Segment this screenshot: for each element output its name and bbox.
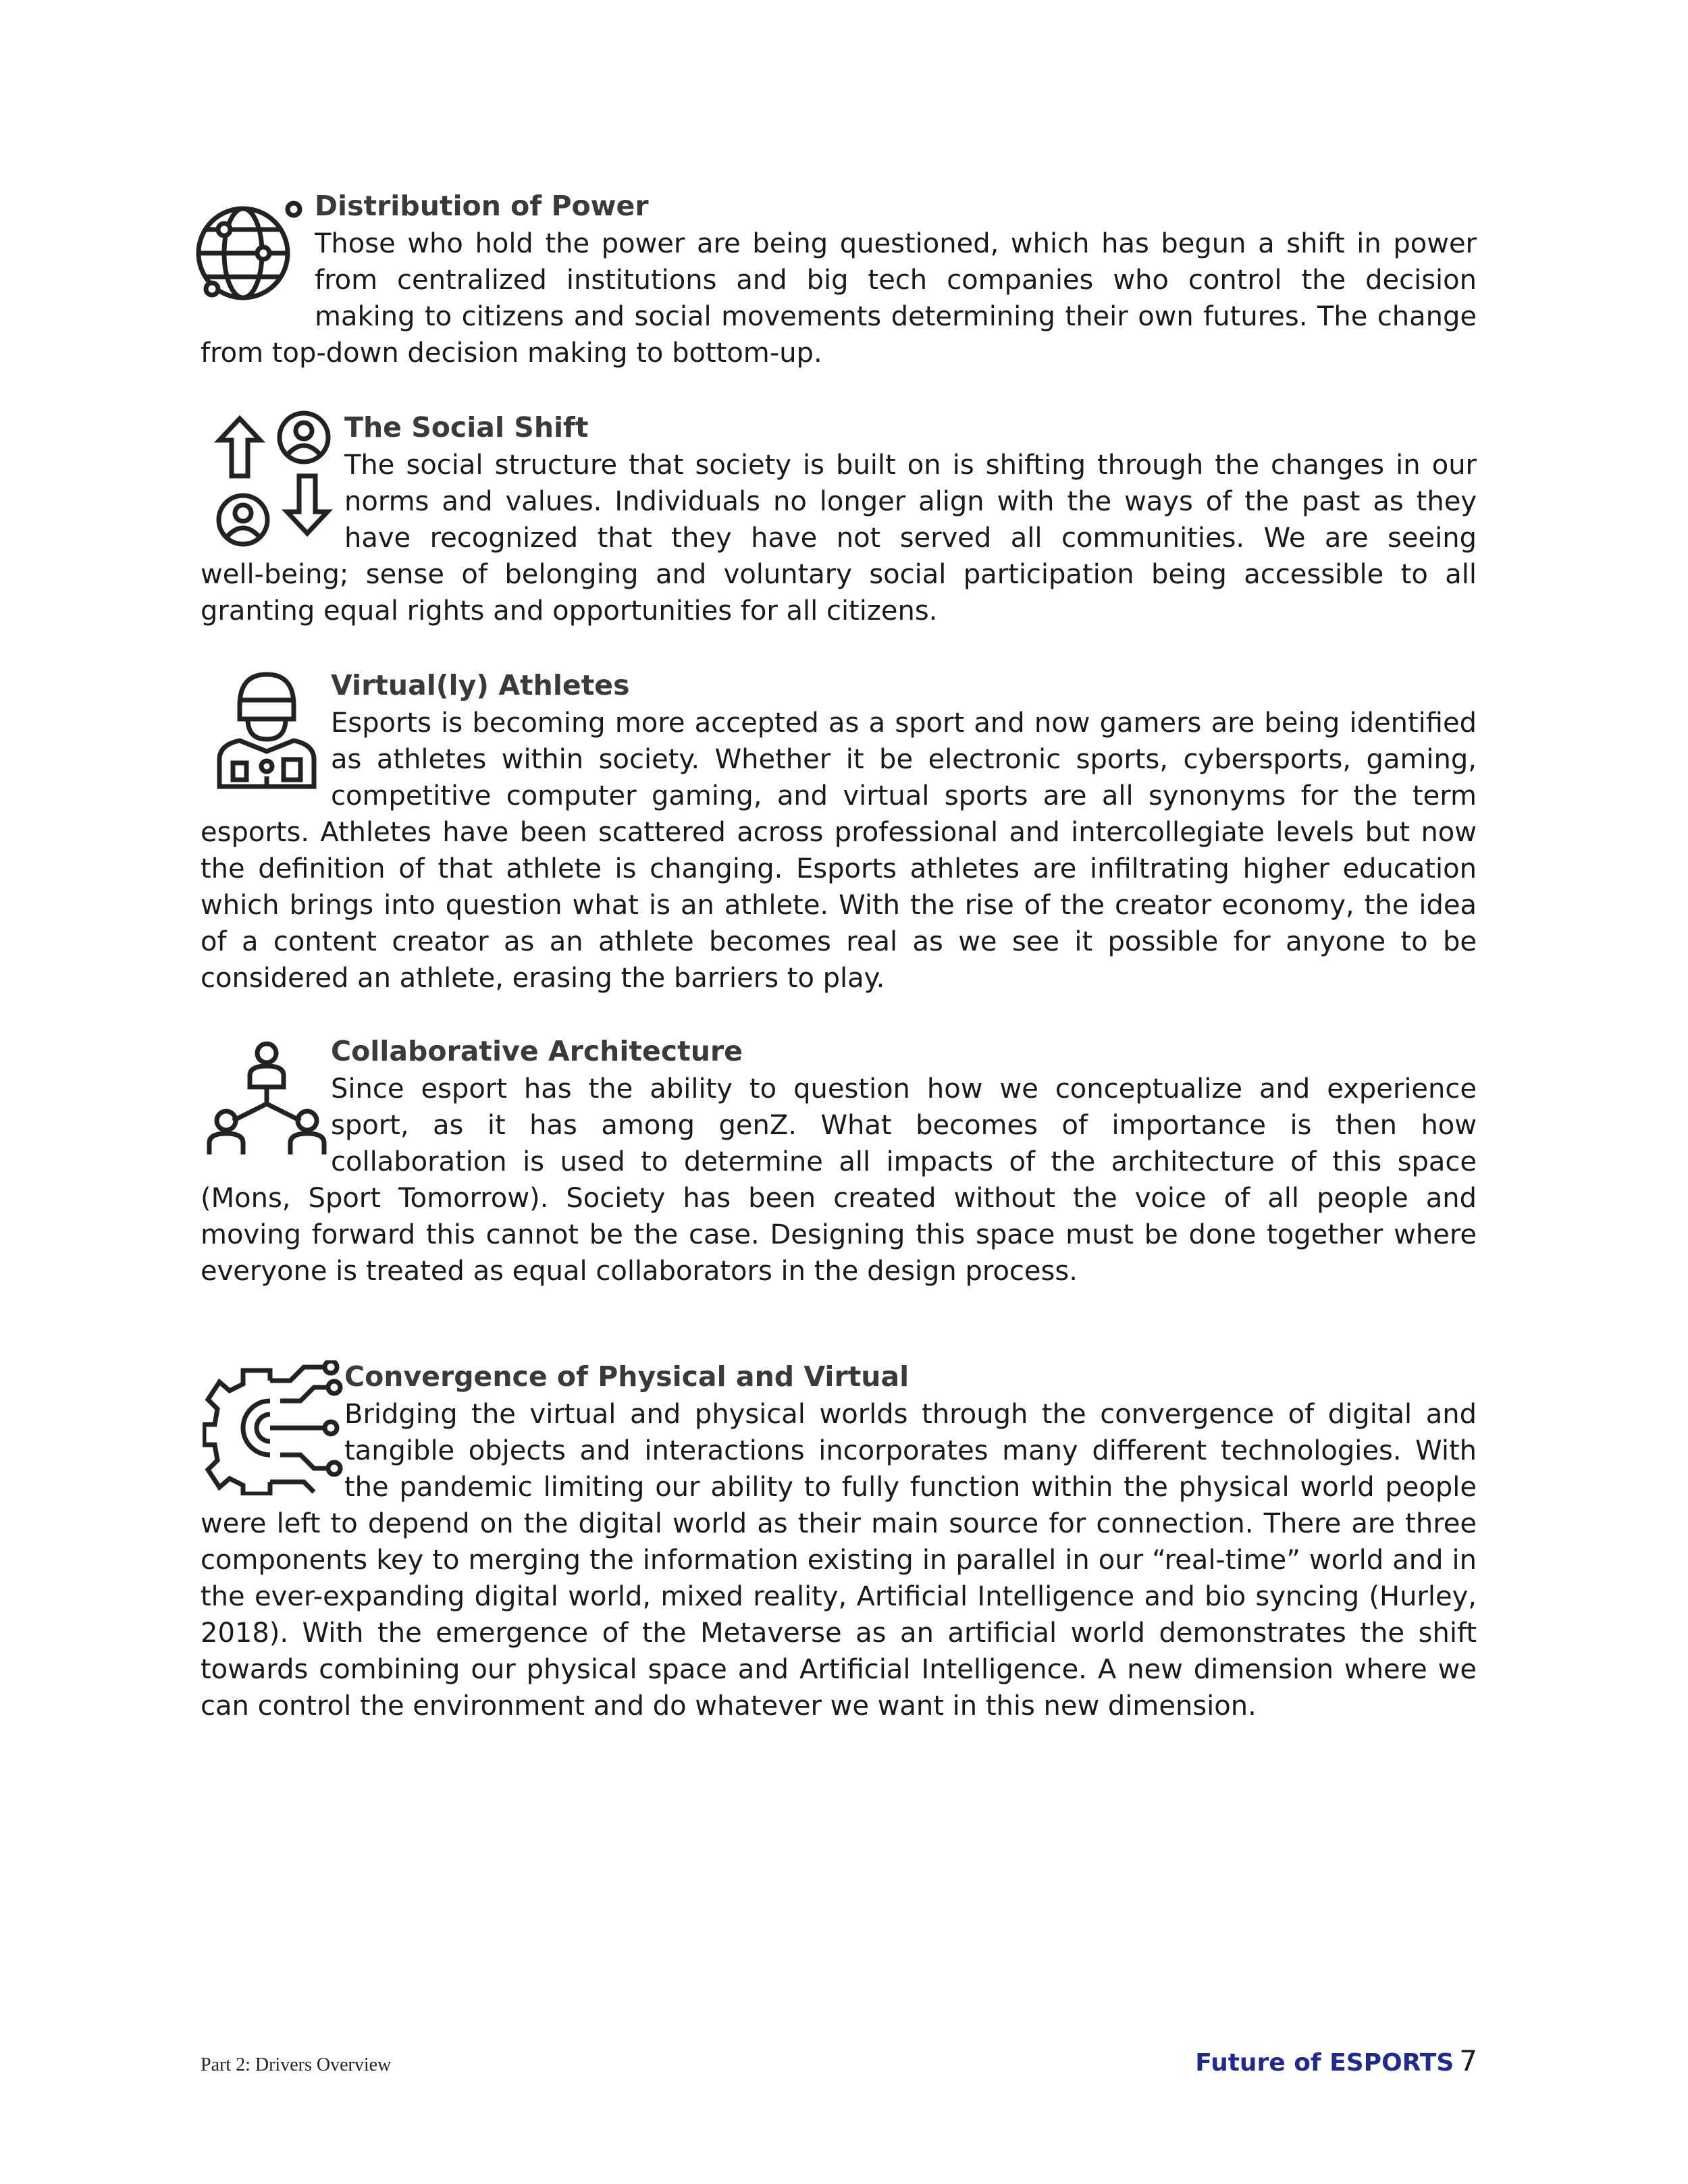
section-heading: Collaborative Architecture xyxy=(331,1035,743,1067)
body-line: sport, as it has among genZ. What becomes of importance is then how xyxy=(331,1110,1477,1141)
page-number: 7 xyxy=(1459,2044,1477,2077)
body-line: 2018). With the emergence of the Metaverse as an artificial world demonstrates the shift xyxy=(201,1618,1477,1649)
body-line: moving forward this cannot be the case. Designing this space must be done together where xyxy=(201,1219,1477,1250)
footer-title-block xyxy=(1195,2044,1477,2077)
body-line: as athletes within society. Whether it be electronic sports, cybersports, gaming, xyxy=(331,744,1477,775)
footer-title: Future of ESPORTS xyxy=(1195,2049,1454,2077)
body-line: were left to depend on the digital world as their main source for connection. There are three xyxy=(201,1508,1477,1539)
section-heading: Convergence of Physical and Virtual xyxy=(344,1360,909,1393)
body-line: esports. Athletes have been scattered across professional and intercollegiate levels but now xyxy=(201,817,1477,848)
section-heading: Distribution of Power xyxy=(315,190,649,222)
body-line: can control the environment and do whatever we want in this new dimension. xyxy=(201,1690,1257,1722)
body-line: towards combining our physical space and Artificial Intelligence. A new dimension where we xyxy=(201,1654,1477,1685)
body-line: competitive computer gaming, and virtual sports are all synonyms for the term xyxy=(331,780,1477,811)
body-line: norms and values. Individuals no longer align with the ways of the past as they xyxy=(344,486,1477,517)
globe-network-icon xyxy=(189,189,311,311)
body-line: Those who hold the power are being questioned, which has begun a shift in power xyxy=(315,228,1477,259)
body-line: Esports is becoming more accepted as a sport and now gamers are being identified xyxy=(331,708,1477,739)
body-line: tangible objects and interactions incorporates many different technologies. With xyxy=(344,1435,1477,1466)
body-line: components key to merging the information existing in parallel in our “real-time” world and in xyxy=(201,1545,1477,1576)
body-line: have recognized that they have not served all communities. We are seeing xyxy=(344,523,1477,554)
body-line: the pandemic limiting our ability to fully function within the physical world people xyxy=(344,1472,1477,1503)
footer-section-label: Part 2: Drivers Overview xyxy=(201,2054,392,2075)
body-line: the definition of that athlete is changing. Esports athletes are infiltrating higher education xyxy=(201,853,1477,884)
athlete-icon xyxy=(213,665,321,793)
body-line: Bridging the virtual and physical worlds through the convergence of digital and xyxy=(344,1399,1477,1430)
social-shift-icon xyxy=(206,405,341,547)
collaboration-icon xyxy=(203,1036,331,1158)
body-line: (Mons, Sport Tomorrow). Society has been created without the voice of all people and xyxy=(201,1183,1477,1214)
body-line: which brings into question what is an athlete. With the rise of the creator economy, the idea xyxy=(201,890,1477,921)
body-line: considered an athlete, erasing the barriers to play. xyxy=(201,963,885,994)
body-line: collaboration is used to determine all impacts of the architecture of this space xyxy=(331,1146,1477,1177)
body-line: Since esport has the ability to question how we conceptualize and experience xyxy=(331,1073,1477,1104)
body-line: making to citizens and social movements determining their own futures. The change xyxy=(315,301,1477,332)
body-line: of a content creator as an athlete becomes real as we see it possible for anyone to be xyxy=(201,926,1477,957)
body-line: everyone is treated as equal collaborators in the design process. xyxy=(201,1256,1078,1287)
body-line: from centralized institutions and big tech companies who control the decision xyxy=(315,265,1477,296)
body-line: the ever-expanding digital world, mixed reality, Artificial Intelligence and bio syncing (Hurley, xyxy=(201,1581,1477,1612)
gear-circuit-icon xyxy=(203,1360,344,1495)
body-line: from top-down decision making to bottom-up. xyxy=(201,338,822,369)
section-heading: Virtual(ly) Athletes xyxy=(331,669,630,701)
body-line: granting equal rights and opportunities for all citizens. xyxy=(201,595,938,627)
body-line: well-being; sense of belonging and voluntary social participation being accessible to all xyxy=(201,559,1477,590)
body-line: The social structure that society is built on is shifting through the changes in our xyxy=(344,450,1477,481)
section-heading: The Social Shift xyxy=(344,411,589,444)
